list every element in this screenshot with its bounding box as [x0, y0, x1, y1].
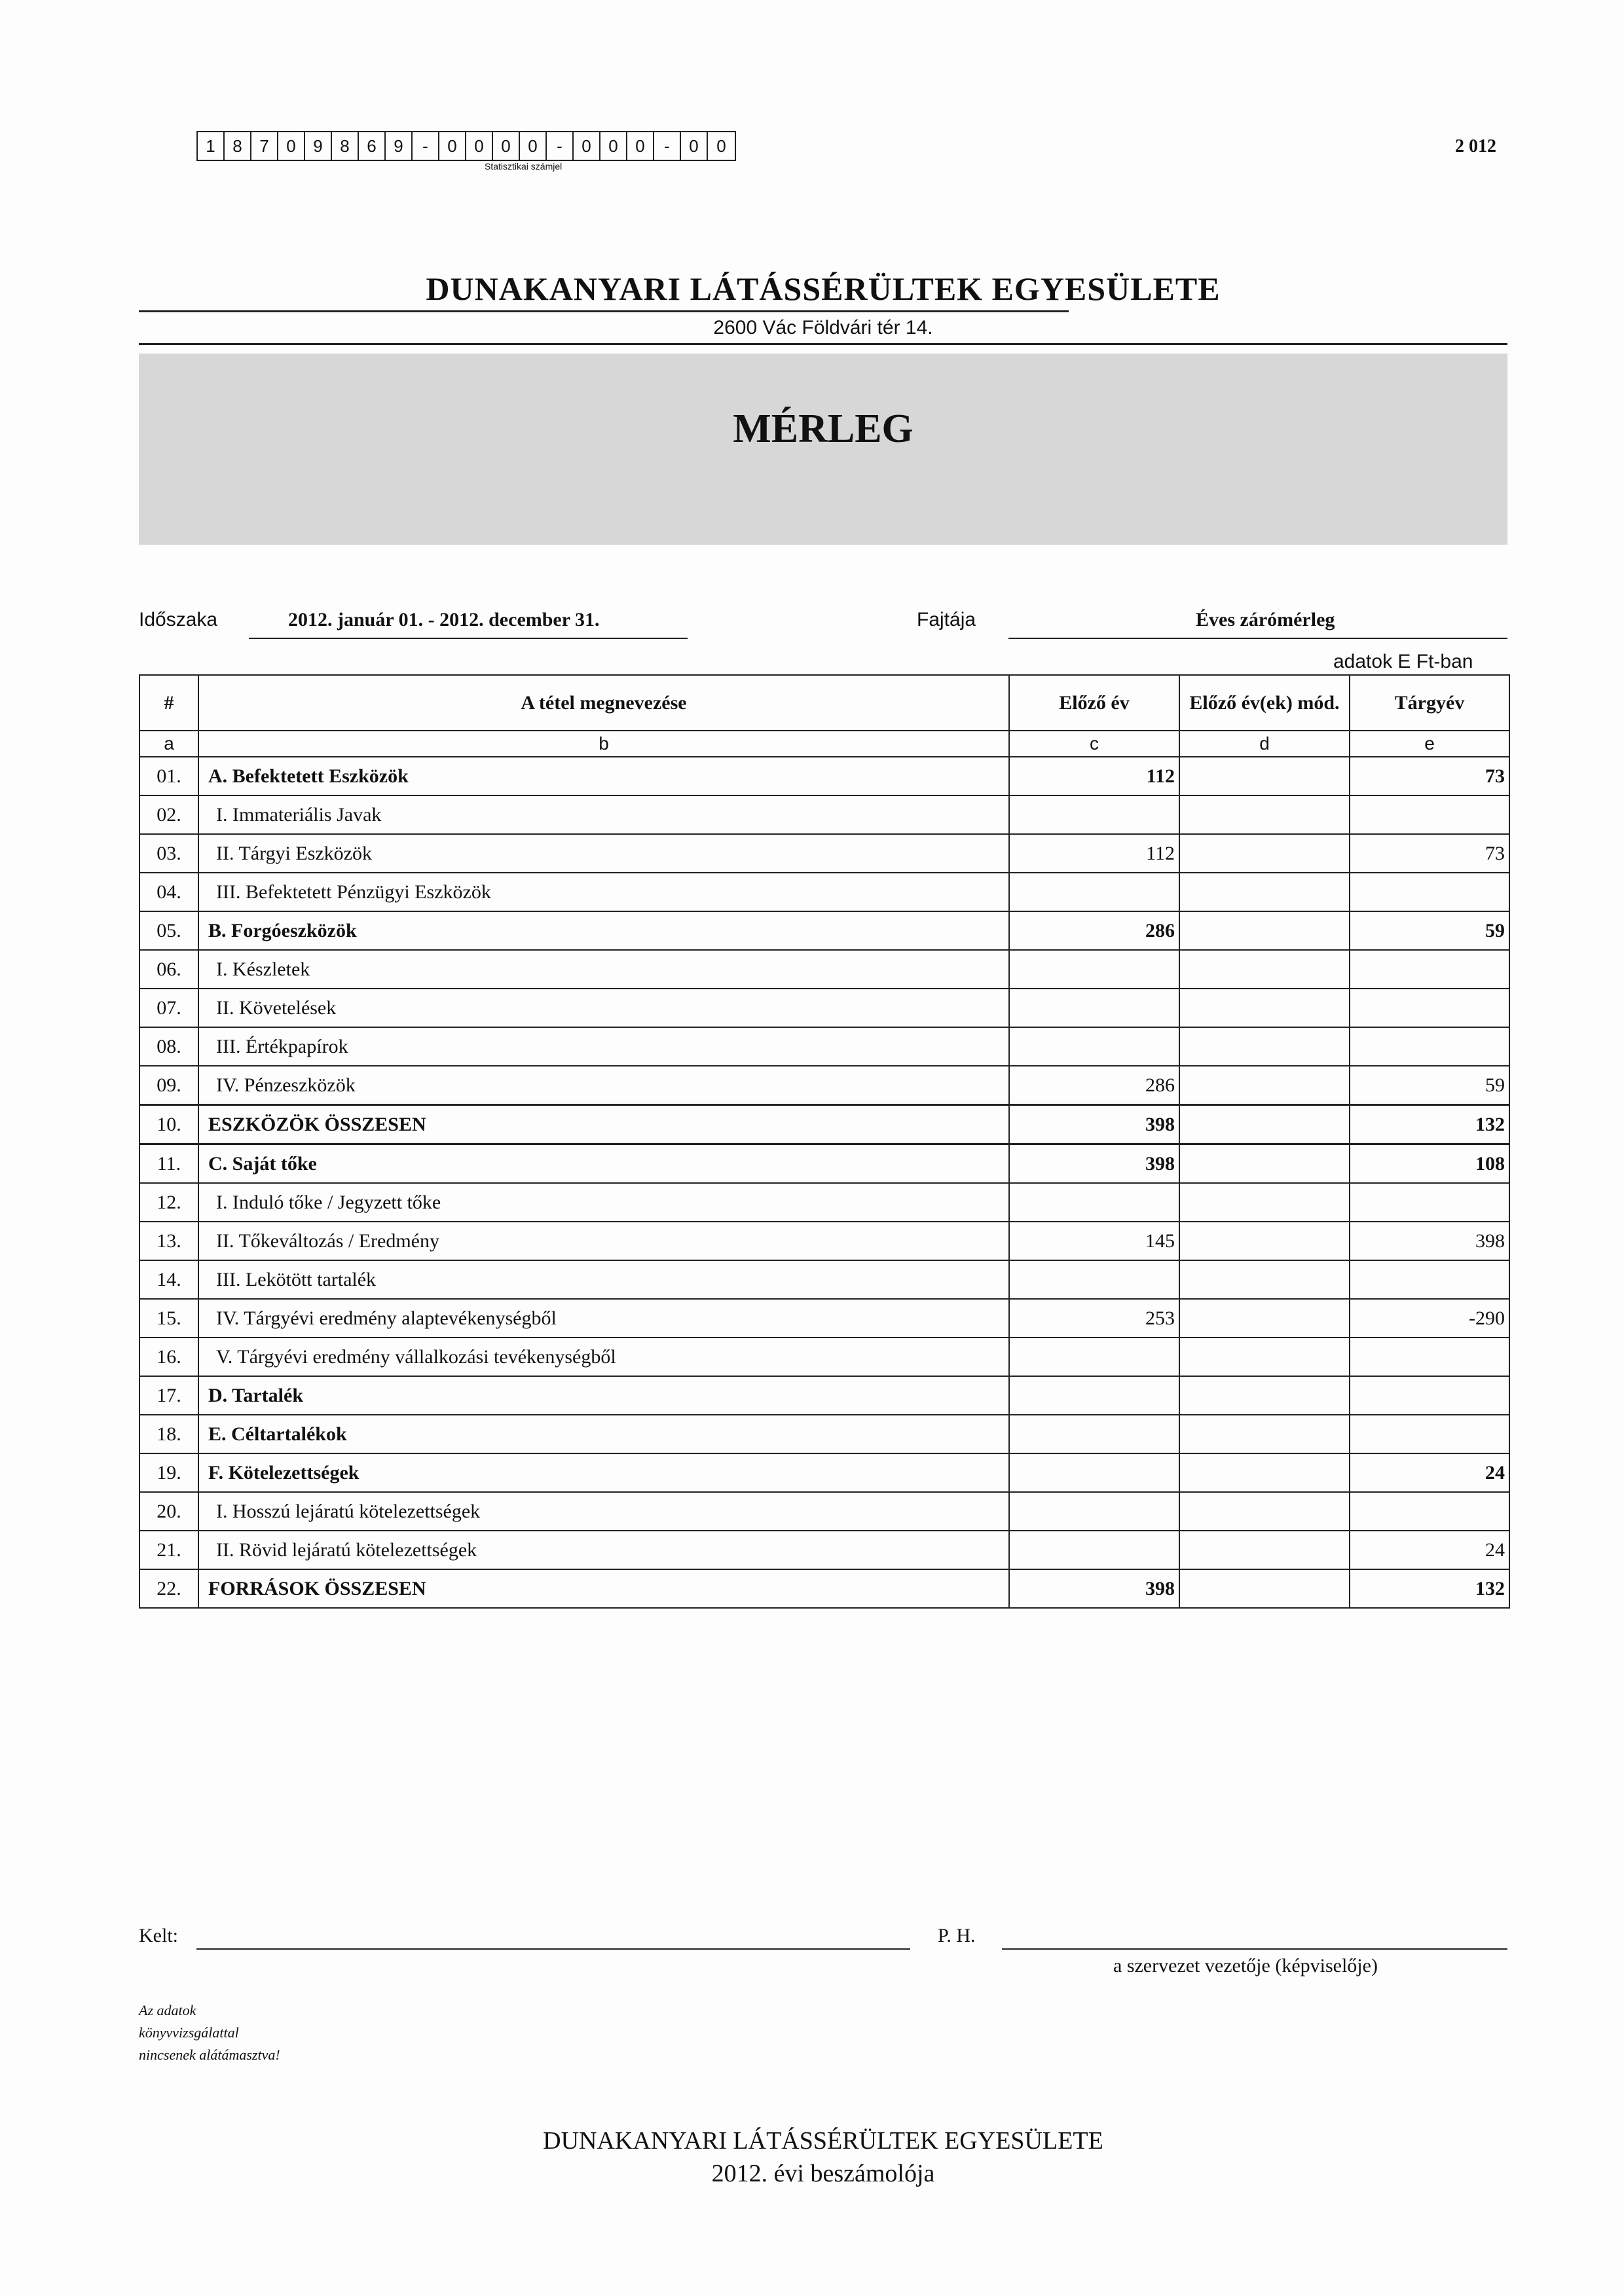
stat-code-digit: 0 [681, 132, 708, 160]
stat-code-digit: 8 [225, 132, 251, 160]
row-item-name: III. Befektetett Pénzügyi Eszközök [198, 873, 1009, 911]
row-item-name: I. Hosszú lejáratú kötelezettségek [198, 1492, 1009, 1531]
row-current-year: 59 [1350, 1066, 1509, 1105]
table-row [139, 1222, 1509, 1260]
table-row [139, 1453, 1509, 1492]
divider [139, 310, 1069, 312]
column-letter: b [198, 731, 1009, 757]
row-previous-year [1009, 873, 1179, 911]
type-value: Éves zárómérleg [1196, 609, 1335, 630]
table-row [139, 1492, 1509, 1531]
row-current-year [1350, 989, 1509, 1027]
report-year: 2 012 [1455, 136, 1496, 156]
row-previous-year: 398 [1009, 1105, 1179, 1144]
row-previous-year [1009, 1027, 1179, 1066]
row-item-name: E. Céltartalékok [198, 1415, 1009, 1453]
row-item-name: II. Rövid lejáratú kötelezettségek [198, 1531, 1009, 1569]
row-item-name: ESZKÖZÖK ÖSSZESEN [198, 1105, 1009, 1144]
row-previous-year [1009, 1531, 1179, 1569]
column-letter: c [1009, 731, 1179, 757]
row-current-year [1350, 1183, 1509, 1222]
row-previous-year: 398 [1009, 1569, 1179, 1608]
row-item-name: II. Tárgyi Eszközök [198, 834, 1009, 873]
column-header-item: A tétel megnevezése [198, 675, 1009, 731]
row-modification [1179, 834, 1350, 873]
audit-note [139, 1999, 280, 2066]
balance-sheet-table [139, 674, 1510, 1609]
stat-code-digit: 0 [520, 132, 547, 160]
row-item-name: A. Befektetett Eszközök [198, 757, 1009, 795]
row-number: 03. [139, 834, 198, 873]
row-previous-year [1009, 1183, 1179, 1222]
stat-code-digit: 7 [251, 132, 278, 160]
row-number: 15. [139, 1299, 198, 1338]
row-previous-year: 253 [1009, 1299, 1179, 1338]
period-value: 2012. január 01. - 2012. december 31. [288, 609, 600, 630]
footer-organization-name: DUNAKANYARI LÁTÁSSÉRÜLTEK EGYESÜLETE [543, 2127, 1103, 2155]
row-modification [1179, 1492, 1350, 1531]
stat-code-digit: 9 [386, 132, 413, 160]
row-current-year: 24 [1350, 1531, 1509, 1569]
row-previous-year: 286 [1009, 911, 1179, 950]
row-item-name: IV. Tárgyévi eredmény alaptevékenységből [198, 1299, 1009, 1338]
stamp-label: P. H. [938, 1925, 976, 1946]
row-modification [1179, 1066, 1350, 1105]
type-label: Fajtája [917, 609, 976, 630]
row-number: 07. [139, 989, 198, 1027]
row-previous-year: 112 [1009, 757, 1179, 795]
column-header-modification: Előző év(ek) mód. [1179, 675, 1350, 731]
row-number: 10. [139, 1105, 198, 1144]
row-modification [1179, 757, 1350, 795]
row-number: 02. [139, 795, 198, 834]
row-number: 09. [139, 1066, 198, 1105]
row-current-year: 24 [1350, 1453, 1509, 1492]
row-modification [1179, 1299, 1350, 1338]
table-header-row [139, 675, 1509, 731]
row-modification [1179, 1376, 1350, 1415]
table-row [139, 757, 1509, 795]
table-row [139, 1144, 1509, 1184]
row-modification [1179, 950, 1350, 989]
type-underline [1008, 638, 1507, 639]
stat-code-digit: 1 [198, 132, 225, 160]
table-row [139, 1105, 1509, 1144]
row-modification [1179, 1338, 1350, 1376]
row-number: 12. [139, 1183, 198, 1222]
row-number: 18. [139, 1415, 198, 1453]
table-row [139, 1415, 1509, 1453]
row-item-name: III. Értékpapírok [198, 1027, 1009, 1066]
organization-name: DUNAKANYARI LÁTÁSSÉRÜLTEK EGYESÜLETE [426, 270, 1221, 307]
stat-code-digit: 8 [332, 132, 359, 160]
row-number: 05. [139, 911, 198, 950]
table-row [139, 1027, 1509, 1066]
date-line [196, 1948, 910, 1950]
row-previous-year [1009, 950, 1179, 989]
stat-code-digit: 0 [466, 132, 493, 160]
stat-code-digit: 6 [359, 132, 386, 160]
row-previous-year: 286 [1009, 1066, 1179, 1105]
row-number: 22. [139, 1569, 198, 1608]
row-modification [1179, 1183, 1350, 1222]
row-current-year: -290 [1350, 1299, 1509, 1338]
row-current-year [1350, 1027, 1509, 1066]
table-row [139, 834, 1509, 873]
row-item-name: C. Saját tőke [198, 1144, 1009, 1184]
unit-note: adatok E Ft-ban [1333, 651, 1473, 672]
row-previous-year [1009, 795, 1179, 834]
stat-code-digit: - [547, 132, 574, 160]
row-previous-year: 145 [1009, 1222, 1179, 1260]
column-letters-row [139, 731, 1509, 757]
row-item-name: I. Készletek [198, 950, 1009, 989]
row-modification [1179, 1415, 1350, 1453]
row-modification [1179, 1453, 1350, 1492]
row-current-year: 108 [1350, 1144, 1509, 1184]
row-number: 17. [139, 1376, 198, 1415]
column-letter: a [139, 731, 198, 757]
row-item-name: V. Tárgyévi eredmény vállalkozási tevékenységből [198, 1338, 1009, 1376]
row-current-year: 398 [1350, 1222, 1509, 1260]
row-modification [1179, 1105, 1350, 1144]
table-row [139, 989, 1509, 1027]
row-current-year [1350, 1338, 1509, 1376]
row-item-name: D. Tartalék [198, 1376, 1009, 1415]
table-row [139, 1338, 1509, 1376]
table-row [139, 950, 1509, 989]
statistical-code [196, 131, 736, 161]
document-title: MÉRLEG [733, 407, 913, 451]
divider [139, 343, 1507, 345]
row-number: 13. [139, 1222, 198, 1260]
row-previous-year [1009, 1260, 1179, 1299]
row-modification [1179, 911, 1350, 950]
row-current-year [1350, 1260, 1509, 1299]
stat-code-digit: 0 [574, 132, 600, 160]
row-modification [1179, 1531, 1350, 1569]
row-item-name: B. Forgóeszközök [198, 911, 1009, 950]
row-item-name: IV. Pénzeszközök [198, 1066, 1009, 1105]
period-underline [249, 638, 688, 639]
statistical-code-label: Statisztikai számjel [485, 161, 563, 172]
table-row [139, 911, 1509, 950]
row-item-name: F. Kötelezettségek [198, 1453, 1009, 1492]
stat-code-digit: 0 [627, 132, 654, 160]
row-previous-year [1009, 1492, 1179, 1531]
column-header-previous-year: Előző év [1009, 675, 1179, 731]
row-number: 06. [139, 950, 198, 989]
row-previous-year: 398 [1009, 1144, 1179, 1184]
row-previous-year [1009, 1415, 1179, 1453]
row-number: 21. [139, 1531, 198, 1569]
row-current-year: 132 [1350, 1105, 1509, 1144]
signature-label: a szervezet vezetője (képviselője) [1113, 1955, 1378, 1977]
column-header-number: # [139, 675, 198, 731]
row-number: 11. [139, 1144, 198, 1184]
table-row [139, 1376, 1509, 1415]
column-header-current-year: Tárgyév [1350, 675, 1509, 731]
stat-code-digit: 0 [716, 136, 726, 156]
row-previous-year [1009, 1453, 1179, 1492]
row-modification [1179, 1569, 1350, 1608]
row-number: 16. [139, 1338, 198, 1376]
period-label: Időszaka [139, 609, 218, 630]
audit-note-line: nincsenek alátámasztva! [139, 2047, 280, 2063]
table-row [139, 1299, 1509, 1338]
row-item-name: II. Tőkeváltozás / Eredmény [198, 1222, 1009, 1260]
signature-line [1002, 1948, 1507, 1950]
row-current-year [1350, 873, 1509, 911]
table-row [139, 1260, 1509, 1299]
row-current-year: 59 [1350, 911, 1509, 950]
stat-code-digit: - [413, 132, 439, 160]
table-row [139, 1066, 1509, 1105]
audit-note-line: Az adatok [139, 2002, 196, 2018]
table-row [139, 1183, 1509, 1222]
table-row [139, 795, 1509, 834]
table-row [139, 1531, 1509, 1569]
column-letter: d [1179, 731, 1350, 757]
stat-code-digit: 0 [493, 132, 520, 160]
row-item-name: III. Lekötött tartalék [198, 1260, 1009, 1299]
row-modification [1179, 1144, 1350, 1184]
stat-code-digit: 0 [278, 132, 305, 160]
row-modification [1179, 1222, 1350, 1260]
row-previous-year [1009, 989, 1179, 1027]
row-number: 19. [139, 1453, 198, 1492]
row-current-year [1350, 950, 1509, 989]
row-number: 20. [139, 1492, 198, 1531]
row-modification [1179, 1260, 1350, 1299]
row-previous-year: 112 [1009, 834, 1179, 873]
row-number: 08. [139, 1027, 198, 1066]
stat-code-digit: 0 [439, 132, 466, 160]
date-label: Kelt: [139, 1925, 178, 1946]
column-letter: e [1350, 731, 1509, 757]
footer-report-subtitle: 2012. évi beszámolója [711, 2160, 935, 2187]
row-item-name: I. Induló tőke / Jegyzett tőke [198, 1183, 1009, 1222]
row-current-year [1350, 1376, 1509, 1415]
row-current-year [1350, 1492, 1509, 1531]
row-modification [1179, 1027, 1350, 1066]
table-row [139, 873, 1509, 911]
stat-code-digit: - [654, 132, 681, 160]
row-number: 14. [139, 1260, 198, 1299]
table-row [139, 1569, 1509, 1608]
row-current-year: 73 [1350, 834, 1509, 873]
row-current-year [1350, 1415, 1509, 1453]
row-current-year: 73 [1350, 757, 1509, 795]
organization-address: 2600 Vác Földvári tér 14. [713, 317, 933, 338]
row-previous-year [1009, 1376, 1179, 1415]
audit-note-line: könyvvizsgálattal [139, 2024, 239, 2041]
row-modification [1179, 989, 1350, 1027]
row-item-name: FORRÁSOK ÖSSZESEN [198, 1569, 1009, 1608]
row-item-name: I. Immateriális Javak [198, 795, 1009, 834]
row-modification [1179, 795, 1350, 834]
row-previous-year [1009, 1338, 1179, 1376]
row-item-name: II. Követelések [198, 989, 1009, 1027]
stat-code-digit: 0 [600, 132, 627, 160]
row-current-year: 132 [1350, 1569, 1509, 1608]
row-modification [1179, 873, 1350, 911]
row-number: 01. [139, 757, 198, 795]
row-current-year [1350, 795, 1509, 834]
stat-code-digit: 9 [305, 132, 332, 160]
row-number: 04. [139, 873, 198, 911]
